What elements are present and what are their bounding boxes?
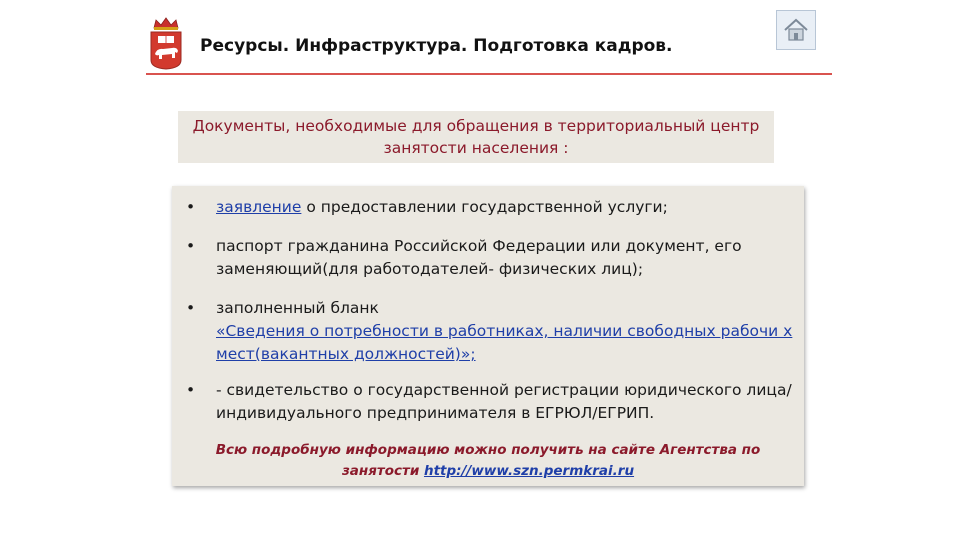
application-link[interactable]: заявление (216, 198, 302, 216)
header-divider (146, 73, 832, 75)
bullet-marker: • (186, 381, 196, 399)
list-item-text: заполненный бланк (216, 299, 379, 317)
documents-heading-box (178, 111, 774, 163)
documents-heading: Документы, необходимые для обращения в территориальный центр занятости населения : (192, 117, 760, 157)
list-item-text: о предоставлении государственной услуги; (301, 198, 668, 216)
list-item-text: паспорт гражданина Российской Федерации или документ, его заменяющий(для работодателей- физических лиц); (216, 237, 742, 278)
agency-website-link[interactable]: http://www.szn.permkrai.ru (423, 463, 635, 479)
info-note (192, 440, 784, 482)
bullet-marker: • (186, 198, 196, 216)
list-item (186, 297, 800, 366)
bullet-marker: • (186, 237, 196, 255)
vacancy-form-link[interactable]: «Сведения о потребности в работниках, наличии свободных рабочи х мест(вакантных должностей)»; (216, 322, 793, 363)
documents-list-box (172, 186, 804, 486)
home-icon (782, 16, 810, 44)
list-item (186, 379, 800, 425)
list-item (186, 235, 800, 281)
perm-krai-coat-of-arms-icon (148, 16, 184, 70)
home-button[interactable] (776, 10, 816, 50)
info-note-text: Всю подробную информацию можно получить на сайте Агентства по занятости (215, 442, 761, 479)
list-item (186, 196, 800, 219)
bullet-marker: • (186, 299, 196, 317)
page-title: Ресурсы. Инфраструктура. Подготовка кадров. (200, 36, 673, 56)
list-item-text: - свидетельство о государственной регистрации юридического лица/индивидуального предпринимателя в ЕГРЮЛ/ЕГРИП. (216, 381, 792, 422)
